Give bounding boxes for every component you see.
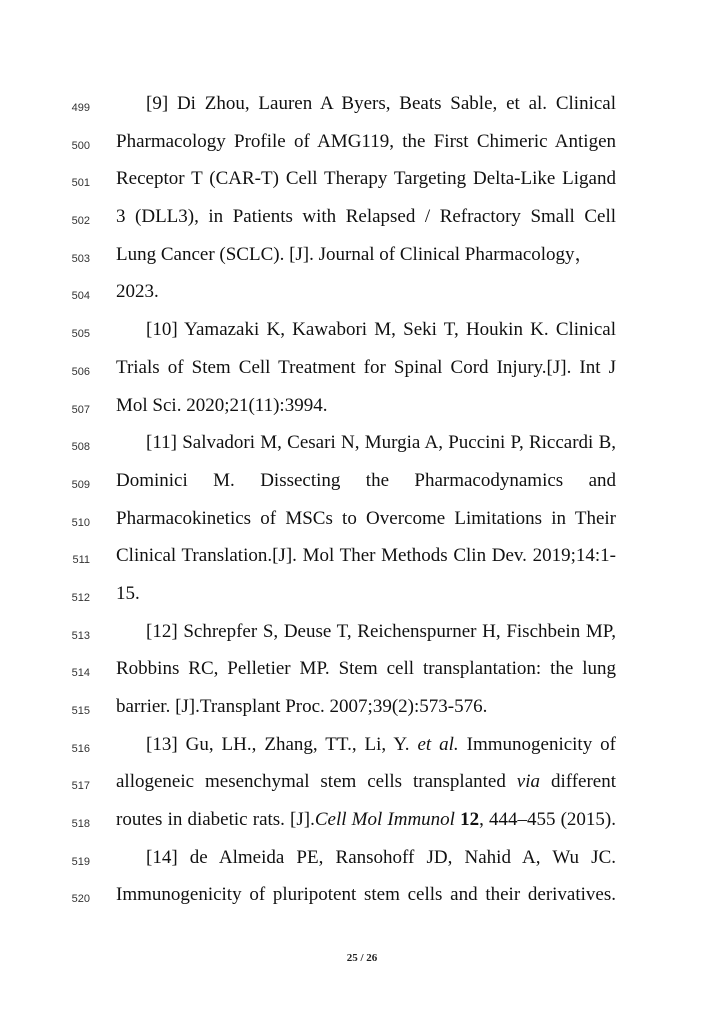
line-number: 515	[71, 705, 90, 717]
line-text: Dominici M. Dissecting the Pharmacodynamics and	[116, 469, 616, 491]
text-line	[0, 126, 724, 164]
line-text: Receptor T (CAR-T) Cell Therapy Targeting Delta-Like Ligand	[116, 168, 616, 190]
text-line	[0, 578, 724, 616]
text-line	[0, 352, 724, 390]
line-number: 501	[71, 177, 90, 190]
text-line	[0, 691, 724, 729]
line-text	[116, 770, 616, 794]
line-number: 512	[71, 591, 90, 604]
text-line	[0, 465, 724, 503]
line-text: Pharmacokinetics of MSCs to Overcome Limitations in Their	[116, 507, 616, 529]
line-number: 509	[71, 478, 90, 491]
line-text: 2023.	[116, 281, 159, 303]
line-text: 3 (DLL3), in Patients with Relapsed / Refractory Small Cell	[116, 206, 616, 228]
text-line	[0, 503, 724, 541]
volume-number: 12	[460, 809, 480, 831]
text-line	[0, 879, 724, 917]
line-text	[116, 808, 616, 832]
line-number: 500	[71, 139, 90, 152]
text-line	[0, 616, 724, 654]
text-line	[0, 540, 724, 578]
line-text: [14] de Almeida PE, Ransohoff JD, Nahid A, Wu JC.	[146, 846, 616, 868]
text-line	[0, 653, 724, 691]
line-number: 516	[71, 742, 90, 755]
line-number: 503	[71, 252, 90, 265]
text-line	[0, 201, 724, 239]
italic-segment: et al.	[417, 733, 459, 755]
italic-segment: via	[516, 771, 540, 793]
line-text: [9] Di Zhou, Lauren A Byers, Beats Sable, et al. Clinical	[146, 93, 616, 114]
text-line	[0, 842, 724, 880]
line-text: Clinical Translation.[J]. Mol Ther Methods Clin Dev. 2019;14:1-	[116, 545, 616, 567]
text-segment: allogeneic mesenchymal stem cells transplanted	[116, 771, 517, 793]
line-text: Robbins RC, Pelletier MP. Stem cell transplantation: the lung	[116, 658, 616, 680]
line-text: Mol Sci. 2020;21(11):3994.	[116, 394, 328, 416]
text-line	[0, 766, 724, 804]
line-text: Trials of Stem Cell Treatment for Spinal Cord Injury.[J]. Int J	[116, 356, 616, 378]
text-line	[0, 729, 724, 767]
line-text: [10] Yamazaki K, Kawabori M, Seki T, Houkin K. Clinical	[146, 319, 616, 341]
line-text	[146, 733, 616, 757]
line-number: 510	[71, 516, 90, 529]
line-text: barrier. [J].Transplant Proc. 2007;39(2):573-576.	[116, 696, 488, 717]
line-number: 499	[71, 102, 90, 114]
text-line	[0, 390, 724, 428]
line-number: 508	[71, 441, 90, 454]
line-number: 514	[71, 667, 90, 680]
line-text: Pharmacology Profile of AMG119, the First Chimeric Antigen	[116, 130, 616, 152]
text-line	[0, 427, 724, 465]
text-segment: routes in diabetic rats. [J].	[116, 809, 315, 831]
text-segment: [13] Gu, LH., Zhang, TT., Li, Y.	[146, 733, 418, 755]
text-segment: , 444–455 (2015).	[479, 809, 617, 831]
reference-list	[0, 88, 724, 917]
text-line	[0, 163, 724, 201]
line-number: 507	[71, 403, 90, 416]
text-line	[0, 88, 724, 126]
line-number: 520	[71, 893, 90, 906]
text-line	[0, 239, 724, 277]
text-line	[0, 276, 724, 314]
journal-name: Cell Mol Immunol	[314, 809, 455, 831]
line-number: 513	[71, 629, 90, 642]
page-number: 25 / 26	[346, 952, 378, 964]
line-number: 511	[72, 554, 90, 567]
text-segment: Immunogenicity of	[458, 733, 617, 755]
line-number: 504	[71, 290, 90, 303]
line-text: Immunogenicity of pluripotent stem cells and their derivatives.	[116, 884, 616, 906]
line-number: 519	[71, 855, 90, 868]
text-line	[0, 314, 724, 352]
line-number: 505	[71, 328, 90, 341]
line-text: [12] Schrepfer S, Deuse T, Reichenspurner H, Fischbein MP,	[146, 620, 616, 642]
line-number: 518	[71, 818, 90, 831]
text-segment: different	[540, 771, 616, 793]
line-number: 517	[71, 780, 90, 793]
line-text: 15.	[116, 582, 140, 604]
line-text: [11] Salvadori M, Cesari N, Murgia A, Puccini P, Riccardi B,	[146, 432, 616, 454]
text-line	[0, 804, 724, 842]
line-number: 502	[71, 215, 90, 228]
line-number: 506	[71, 365, 90, 378]
line-text: Lung Cancer (SCLC). [J]. Journal of Clinical Pharmacology，	[116, 243, 594, 265]
